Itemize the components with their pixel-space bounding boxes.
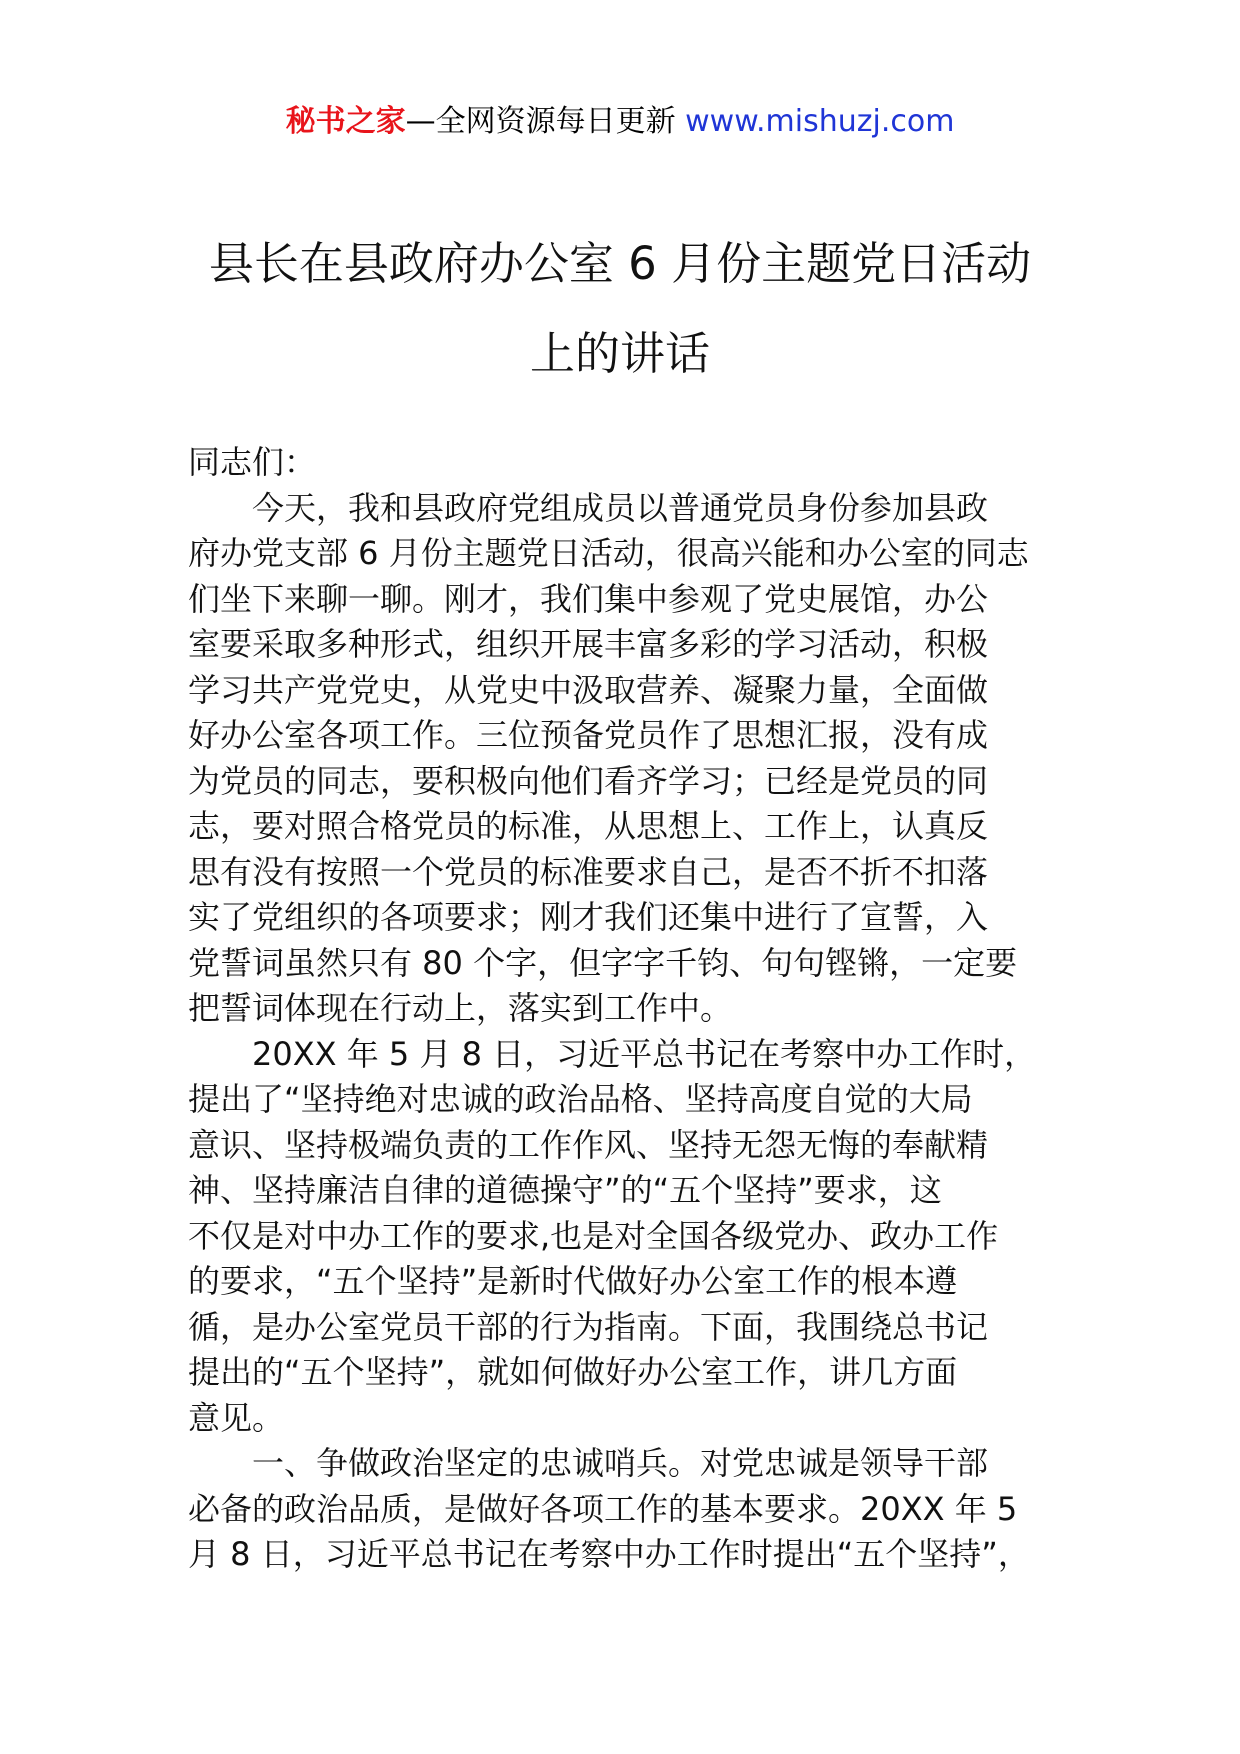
body-line: 为党员的同志，要积极向他们看齐学习；已经是党员的同	[188, 761, 989, 800]
site-url-link[interactable]: www.mishuzj.com	[685, 104, 955, 139]
body-line: 意见。	[188, 1398, 285, 1437]
body-line: 神、坚持廉洁自律的道德操守”的“五个坚持”要求，这	[188, 1171, 942, 1209]
body-line: 同志们：	[188, 443, 317, 481]
body-line: 月 8 日，习近平总书记在考察中办工作时提出“五个坚持”，	[188, 1535, 1030, 1573]
body-line: 不仅是对中办工作的要求,也是对全国各级党办、政办工作	[188, 1216, 999, 1255]
body-line: 意识、坚持极端负责的工作作风、坚持无怨无悔的奉献精	[188, 1125, 989, 1164]
body-line: 府办党支部 6 月份主题党日活动，很高兴能和办公室的同志	[188, 534, 1029, 572]
body-line: 党誓词虽然只有 80 个字，但字字千钧、句句铿锵，一定要	[188, 943, 1018, 982]
body-line: 实了党组织的各项要求；刚才我们还集中进行了宣誓，入	[188, 898, 989, 936]
body-line: 提出的“五个坚持”，就如何做好办公室工作，讲几方面	[188, 1353, 958, 1391]
body-line: 必备的政治品质，是做好各项工作的基本要求。20XX 年 5	[188, 1489, 1018, 1528]
body-line: 志，要对照合格党员的标准，从思想上、工作上，认真反	[188, 807, 989, 845]
body-line: 循，是办公室党员干部的行为指南。下面，我围绕总书记	[188, 1307, 989, 1346]
body-line: 一、争做政治坚定的忠诚哨兵。对党忠诚是领导干部	[188, 1444, 989, 1482]
document-title-line-2: 上的讲话	[529, 327, 710, 380]
document-title-line-1: 县长在县政府办公室 6 月份主题党日活动	[208, 237, 1032, 290]
body-line: 室要采取多种形式，组织开展丰富多彩的学习活动，积极	[188, 625, 989, 663]
header-tagline: —全网资源每日更新	[405, 104, 686, 139]
body-line: 好办公室各项工作。三位预备党员作了思想汇报，没有成	[188, 716, 989, 754]
body-line: 今天，我和县政府党组成员以普通党员身份参加县政	[188, 488, 989, 527]
body-line: 的要求，“五个坚持”是新时代做好办公室工作的根本遵	[188, 1262, 958, 1300]
brand-name: 秘书之家	[285, 104, 406, 139]
body-line: 提出了“坚持绝对忠诚的政治品格、坚持高度自觉的大局	[188, 1080, 973, 1118]
body-line: 20XX 年 5 月 8 日，习近平总书记在考察中办工作时，	[188, 1034, 1037, 1073]
body-line: 思有没有按照一个党员的标准要求自己，是否不折不扣落	[188, 852, 989, 891]
body-line: 学习共产党党史，从党史中汲取营养、凝聚力量，全面做	[188, 670, 989, 709]
body-line: 把誓词体现在行动上，落实到工作中。	[188, 989, 733, 1027]
document-body	[188, 440, 1058, 1578]
body-line: 们坐下来聊一聊。刚才，我们集中参观了党史展馆，办公	[188, 579, 989, 618]
site-header	[0, 100, 1240, 144]
